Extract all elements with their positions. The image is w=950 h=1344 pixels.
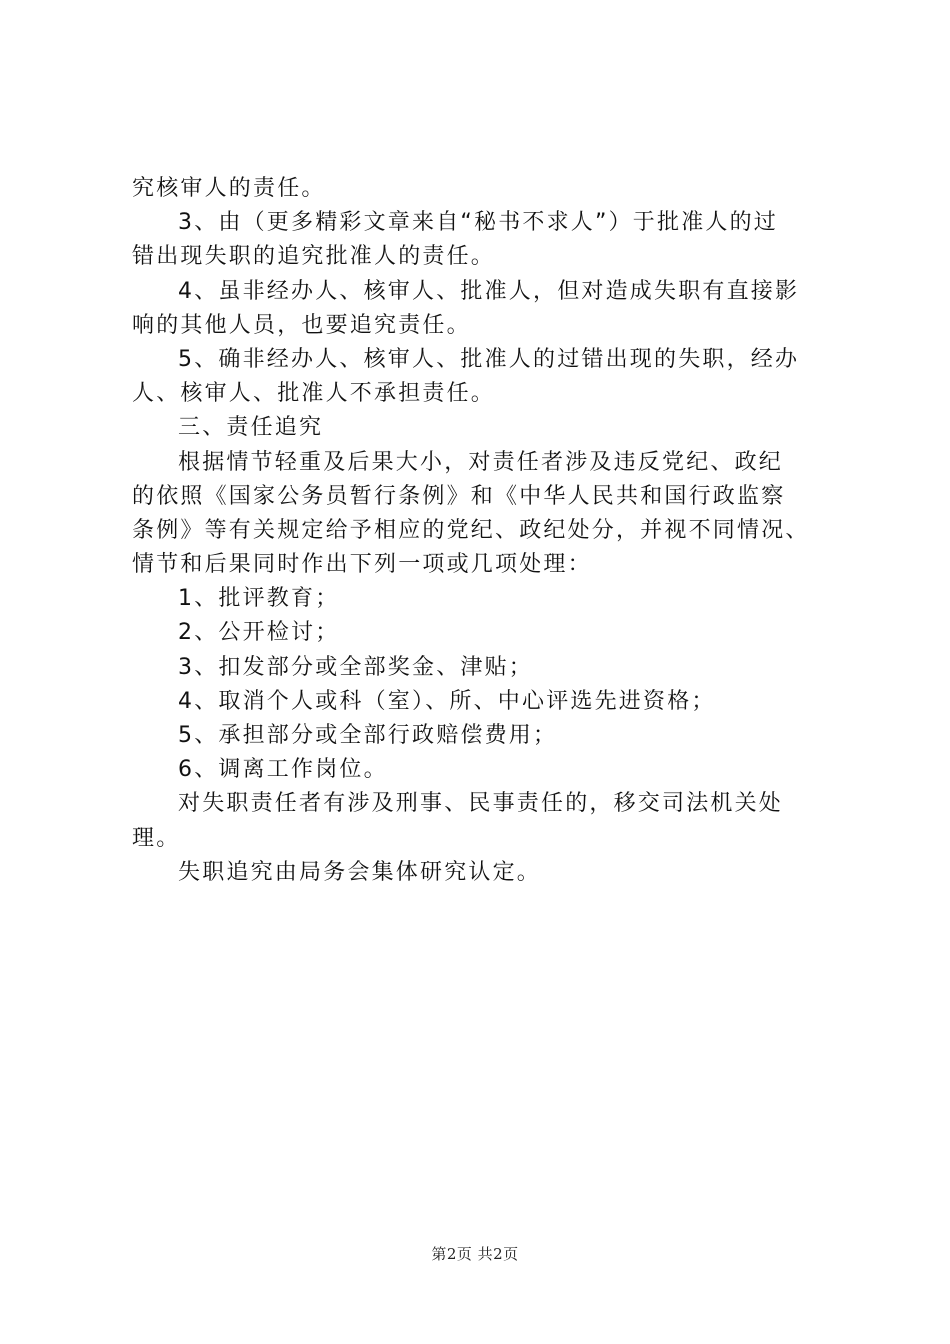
section-heading: 三、责任追究 bbox=[178, 415, 324, 441]
text-line: 5、确非经办人、核审人、批准人的过错出现的失职，经办 bbox=[178, 346, 800, 372]
text-line: 失职追究由局务会集体研究认定。 bbox=[178, 859, 542, 885]
text-line: 3、由（更多精彩文章来自“秘书不求人”）于批准人的过 bbox=[178, 210, 778, 236]
list-item: 4、取消个人或科（室）、所、中心评选先进资格； bbox=[178, 688, 716, 714]
text-line: 条例》等有关规定给予相应的党纪、政纪处分，并视不同情况、 bbox=[132, 517, 810, 543]
page-number-footer: 第2页 共2页 bbox=[431, 1245, 519, 1263]
text-line: 究核审人的责任。 bbox=[132, 176, 326, 201]
text-line: 情节和后果同时作出下列一项或几项处理： bbox=[132, 552, 592, 578]
list-item: 3、扣发部分或全部奖金、津贴； bbox=[178, 654, 533, 680]
text-line: 响的其他人员，也要追究责任。 bbox=[132, 312, 471, 338]
text-line: 根据情节轻重及后果大小，对责任者涉及违反党纪、政纪 bbox=[178, 449, 784, 475]
list-item: 5、承担部分或全部行政赔偿费用； bbox=[178, 723, 558, 748]
text-line: 对失职责任者有涉及刑事、民事责任的，移交司法机关处 bbox=[178, 791, 784, 817]
list-item: 6、调离工作岗位。 bbox=[178, 757, 388, 783]
list-item: 1、批评教育； bbox=[178, 586, 340, 612]
text-line: 4、虽非经办人、核审人、批准人，但对造成失职有直接影 bbox=[178, 278, 800, 304]
document-body bbox=[132, 172, 832, 890]
text-line: 错出现失职的追究批准人的责任。 bbox=[132, 244, 496, 270]
text-line: 的依照《国家公务员暂行条例》和《中华人民共和国行政监察 bbox=[132, 483, 786, 509]
text-line: 人、核审人、批准人不承担责任。 bbox=[132, 381, 496, 407]
text-line: 理。 bbox=[132, 825, 181, 851]
list-item: 2、公开检讨； bbox=[178, 620, 340, 646]
